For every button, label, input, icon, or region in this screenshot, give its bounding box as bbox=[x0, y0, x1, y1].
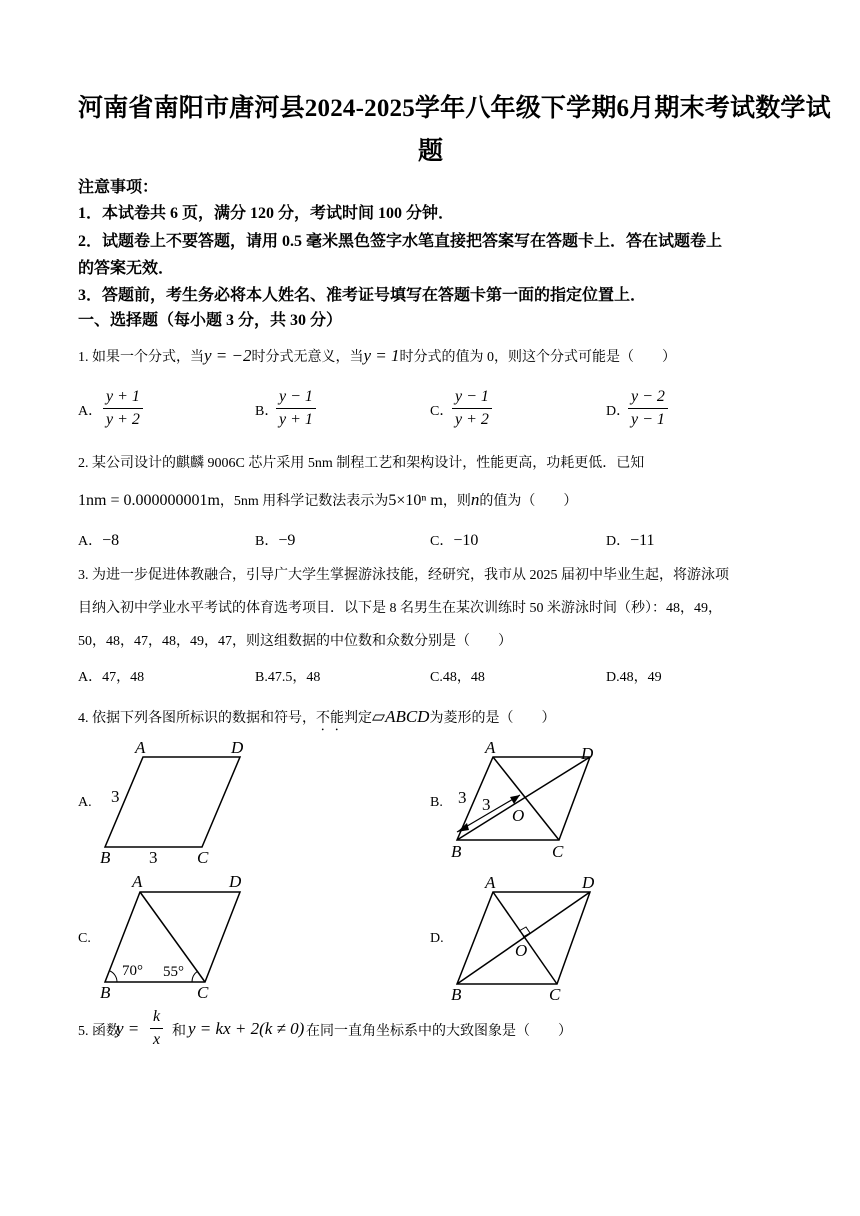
q2-text-4: 的值为（ ） bbox=[479, 494, 578, 509]
vertex-label-c: C bbox=[197, 983, 209, 1002]
section-heading: 一、选择题（每小题 3 分，共 30 分） bbox=[78, 312, 343, 329]
q2-option-b bbox=[255, 530, 295, 550]
q3-option-d bbox=[606, 666, 662, 686]
q1-option-b-fraction bbox=[276, 388, 316, 429]
q4-option-a-label: A. bbox=[78, 795, 92, 810]
arrow-head-icon bbox=[510, 795, 520, 804]
q4-text-3: 为菱形的是（ ） bbox=[429, 711, 556, 726]
q5-text-1: 5. 函数 bbox=[78, 1024, 120, 1039]
fraction-denominator: y + 1 bbox=[279, 411, 313, 428]
vertex-label-a: A bbox=[135, 738, 146, 757]
q2-text-2: ，5nm 用科学记数法表示为 bbox=[219, 494, 389, 509]
option-value: 47.5，48 bbox=[267, 670, 321, 685]
q3-option-b bbox=[255, 666, 320, 686]
q5-y1: y = bbox=[116, 1019, 140, 1038]
q1-option-d-fraction bbox=[628, 388, 668, 429]
q3-option-c bbox=[430, 666, 485, 686]
q4-option-d-label: D. bbox=[430, 931, 444, 946]
q2-var-n: n bbox=[470, 490, 480, 509]
q1-text-1: 1. 如果一个分式，当 bbox=[78, 350, 204, 365]
vertex-label-c: C bbox=[549, 985, 561, 1004]
option-value: 47，48 bbox=[102, 670, 145, 685]
parallelogram-outline bbox=[105, 757, 240, 847]
vertex-label-c: C bbox=[197, 848, 209, 865]
q1-option-a-label: A． bbox=[78, 404, 103, 419]
notice-item-3: 3．答题前，考生务必将本人姓名、准考证号填写在答题卡第一面的指定位置上． bbox=[78, 287, 647, 304]
q5-text-2: 和 bbox=[172, 1024, 186, 1039]
q1-option-a-fraction bbox=[103, 388, 143, 429]
vertex-label-a: A bbox=[485, 873, 496, 892]
q4-figure-d bbox=[445, 870, 615, 1005]
fraction-numerator: y − 2 bbox=[628, 388, 668, 409]
vertex-label-d: D bbox=[582, 873, 595, 892]
notice-item-2b: 的答案无效． bbox=[78, 260, 175, 277]
q2-option-c bbox=[430, 530, 478, 550]
q2-stem-line1: 2. 某公司设计的麒麟 9006C 芯片采用 5nm 制程工艺和架构设计，性能更高，功耗更低．已知 bbox=[78, 456, 645, 471]
option-value: −10 bbox=[453, 532, 479, 549]
notice-heading: 注意事项： bbox=[78, 179, 159, 196]
fraction-numerator: y + 1 bbox=[103, 388, 143, 409]
fraction-numerator: y − 1 bbox=[276, 388, 316, 409]
fraction-denominator: y + 2 bbox=[106, 411, 140, 428]
option-label: A． bbox=[78, 534, 103, 549]
q4-text-1: 4. 依据下列各图所标识的数据和符号， bbox=[78, 711, 316, 726]
page-title-line2: 题 bbox=[418, 138, 444, 165]
angle-label-c: 55° bbox=[163, 964, 184, 980]
option-label: B. bbox=[255, 670, 268, 685]
segment-length-bo: 3 bbox=[482, 795, 491, 814]
side-length-ab: 3 bbox=[111, 787, 120, 806]
vertex-label-a: A bbox=[132, 872, 143, 891]
fraction-numerator: k bbox=[150, 1008, 163, 1029]
vertex-label-d: D bbox=[229, 872, 242, 891]
q1-option-b-label: B． bbox=[255, 404, 279, 419]
q4-shape: ▱ABCD bbox=[372, 707, 430, 726]
diagonal-bd bbox=[457, 892, 590, 984]
fraction-denominator: y − 1 bbox=[631, 411, 665, 428]
center-label-o: O bbox=[512, 806, 525, 825]
option-label: D. bbox=[606, 670, 620, 685]
q5-text-3: 在同一直角坐标系中的大致图象是（ ） bbox=[306, 1024, 572, 1039]
q1-math-1: y = −2 bbox=[204, 346, 252, 365]
center-label-o: O bbox=[515, 941, 528, 960]
q3-stem-line2: 目纳入初中学业水平考试的体育选考项目．以下是 8 名男生在某次训练时 50 米游泳时间（秒）：48，49， bbox=[78, 601, 722, 616]
notice-item-2a: 2．试题卷上不要答题，请用 0.5 毫米黑色签字水笔直接把答案写在答题卡上．答在试题卷上 bbox=[78, 233, 723, 250]
vertex-label-b: B bbox=[451, 985, 462, 1004]
q1-option-c-fraction bbox=[452, 388, 492, 429]
option-value: −8 bbox=[102, 532, 120, 549]
q3-option-a bbox=[78, 666, 144, 686]
q1-text-2: 时分式无意义，当 bbox=[251, 350, 364, 365]
q2-text-3: ，则 bbox=[442, 494, 471, 509]
page-title-line1: 河南省南阳市唐河县2024-2025学年八年级下学期6月期末考试数学试 bbox=[78, 95, 831, 122]
vertex-label-b: B bbox=[100, 983, 111, 1002]
fraction-denominator: y + 2 bbox=[455, 411, 489, 428]
option-label: C． bbox=[430, 534, 454, 549]
q2-option-a bbox=[78, 530, 119, 550]
q4-emphasis: 不能 bbox=[316, 711, 344, 726]
q2-option-d bbox=[606, 530, 655, 550]
option-label: A． bbox=[78, 670, 103, 685]
q1-math-2: y = 1 bbox=[363, 346, 400, 365]
q2-equation: 1nm = 0.000000001m bbox=[78, 492, 220, 509]
q4-stem bbox=[78, 707, 555, 734]
q5-fraction bbox=[150, 1008, 163, 1049]
q4-option-b-label: B. bbox=[430, 795, 443, 810]
side-length-ab: 3 bbox=[458, 788, 467, 807]
option-value: −11 bbox=[630, 532, 655, 549]
q4-figure-c bbox=[95, 870, 265, 1005]
angle-arc-b bbox=[110, 971, 117, 982]
side-length-bc: 3 bbox=[149, 848, 158, 865]
q3-stem-line3: 50，48，47，48，49，47，则这组数据的中位数和众数分别是（ ） bbox=[78, 634, 512, 649]
vertex-label-c: C bbox=[552, 842, 564, 861]
option-value: 48，48 bbox=[442, 670, 485, 685]
vertex-label-a: A bbox=[485, 738, 496, 757]
q5-y2: y = kx + 2(k ≠ 0) bbox=[188, 1019, 305, 1038]
vertex-label-d: D bbox=[581, 744, 594, 763]
angle-arc-c bbox=[192, 971, 198, 982]
q2-sci-notation: 5×10ⁿ m bbox=[388, 492, 443, 509]
option-value: −9 bbox=[278, 532, 296, 549]
q4-option-c-label: C. bbox=[78, 931, 91, 946]
vertex-label-b: B bbox=[451, 842, 462, 861]
option-label: B． bbox=[255, 534, 279, 549]
diagonal-ac bbox=[493, 757, 559, 840]
diagonal-ac bbox=[493, 892, 557, 984]
q2-stem-line2 bbox=[78, 490, 577, 510]
diagonal-bd bbox=[457, 757, 590, 840]
q1-option-d-label: D． bbox=[606, 404, 631, 419]
option-label: D． bbox=[606, 534, 631, 549]
q4-figure-a bbox=[95, 735, 265, 865]
fraction-denominator: x bbox=[153, 1031, 161, 1048]
vertex-label-b: B bbox=[100, 848, 111, 865]
option-label: C. bbox=[430, 670, 443, 685]
vertex-label-d: D bbox=[231, 738, 244, 757]
q1-stem bbox=[78, 346, 676, 366]
angle-label-b: 70° bbox=[122, 963, 143, 979]
option-value: 48，49 bbox=[619, 670, 662, 685]
q1-option-c-label: C． bbox=[430, 404, 454, 419]
q4-text-2: 判定 bbox=[344, 711, 372, 726]
fraction-numerator: y − 1 bbox=[452, 388, 492, 409]
notice-item-1: 1．本试卷共 6 页，满分 120 分，考试时间 100 分钟． bbox=[78, 205, 455, 222]
q4-figure-b bbox=[445, 735, 615, 865]
q1-text-3: 时分式的值为 0，则这个分式可能是（ ） bbox=[399, 350, 677, 365]
q3-stem-line1: 3. 为进一步促进体教融合，引导广大学生掌握游泳技能，经研究，我市从 2025 届初中毕业生起，将游泳项 bbox=[78, 568, 729, 583]
